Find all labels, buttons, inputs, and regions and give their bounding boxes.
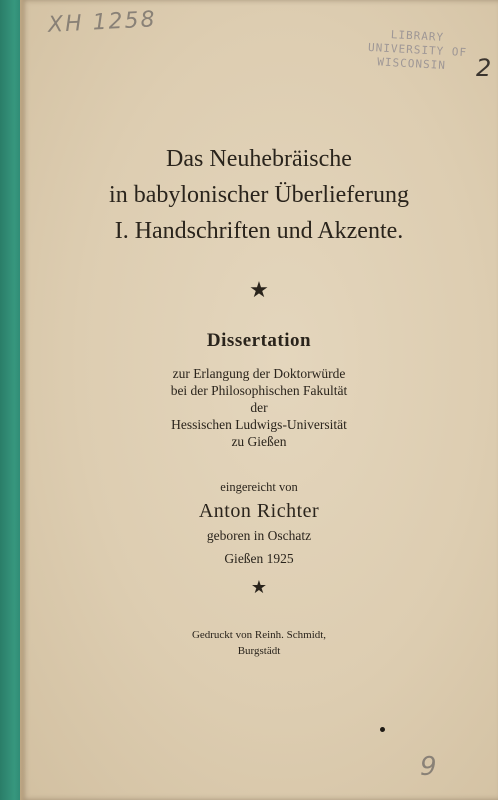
dissertation-line-2: bei der Philosophischen Fakultät [170, 383, 348, 398]
dissertation-line-3: der [250, 400, 268, 415]
dissertation-line-5: zu Gießen [231, 434, 287, 449]
printer-line-2: Burgstädt [237, 645, 281, 657]
star-ornament-top: ★ [249, 277, 269, 302]
pencil-number-top: 2 [476, 54, 492, 82]
library-stamp [367, 27, 487, 75]
dissertation-block [20, 365, 498, 450]
star-ornament-bottom: ★ [250, 577, 268, 597]
dissertation-heading: Dissertation [206, 330, 312, 351]
dissertation-line-4: Hessischen Ludwigs-Universität [171, 417, 347, 432]
pencil-number-bottom: 9 [420, 752, 437, 782]
stamp-line-3: WISCONSIN [377, 55, 447, 72]
printer-block [20, 627, 498, 659]
stamp-line-1: LIBRARY [390, 28, 445, 44]
printer-line-1: Gedruckt von Reinh. Schmidt, [191, 629, 327, 641]
title-line-2: in babylonischer Überlieferung [109, 182, 409, 208]
submitted-by: eingereicht von [220, 480, 298, 494]
title-line-1: Das Neuhebräische [166, 146, 352, 172]
title-block [20, 141, 498, 249]
author-birthplace: geboren in Oschatz [206, 528, 312, 543]
stamp-line-2: UNIVERSITY OF [367, 40, 468, 60]
title-line-3: I. Handschriften und Akzente. [114, 218, 404, 244]
pencil-call-number: XH 1258 [47, 7, 158, 38]
author-name: Anton Richter [198, 500, 320, 522]
ink-dot [380, 727, 385, 732]
dissertation-line-1: zur Erlangung der Doktorwürde [172, 366, 346, 381]
place-year: Gießen 1925 [224, 551, 294, 566]
